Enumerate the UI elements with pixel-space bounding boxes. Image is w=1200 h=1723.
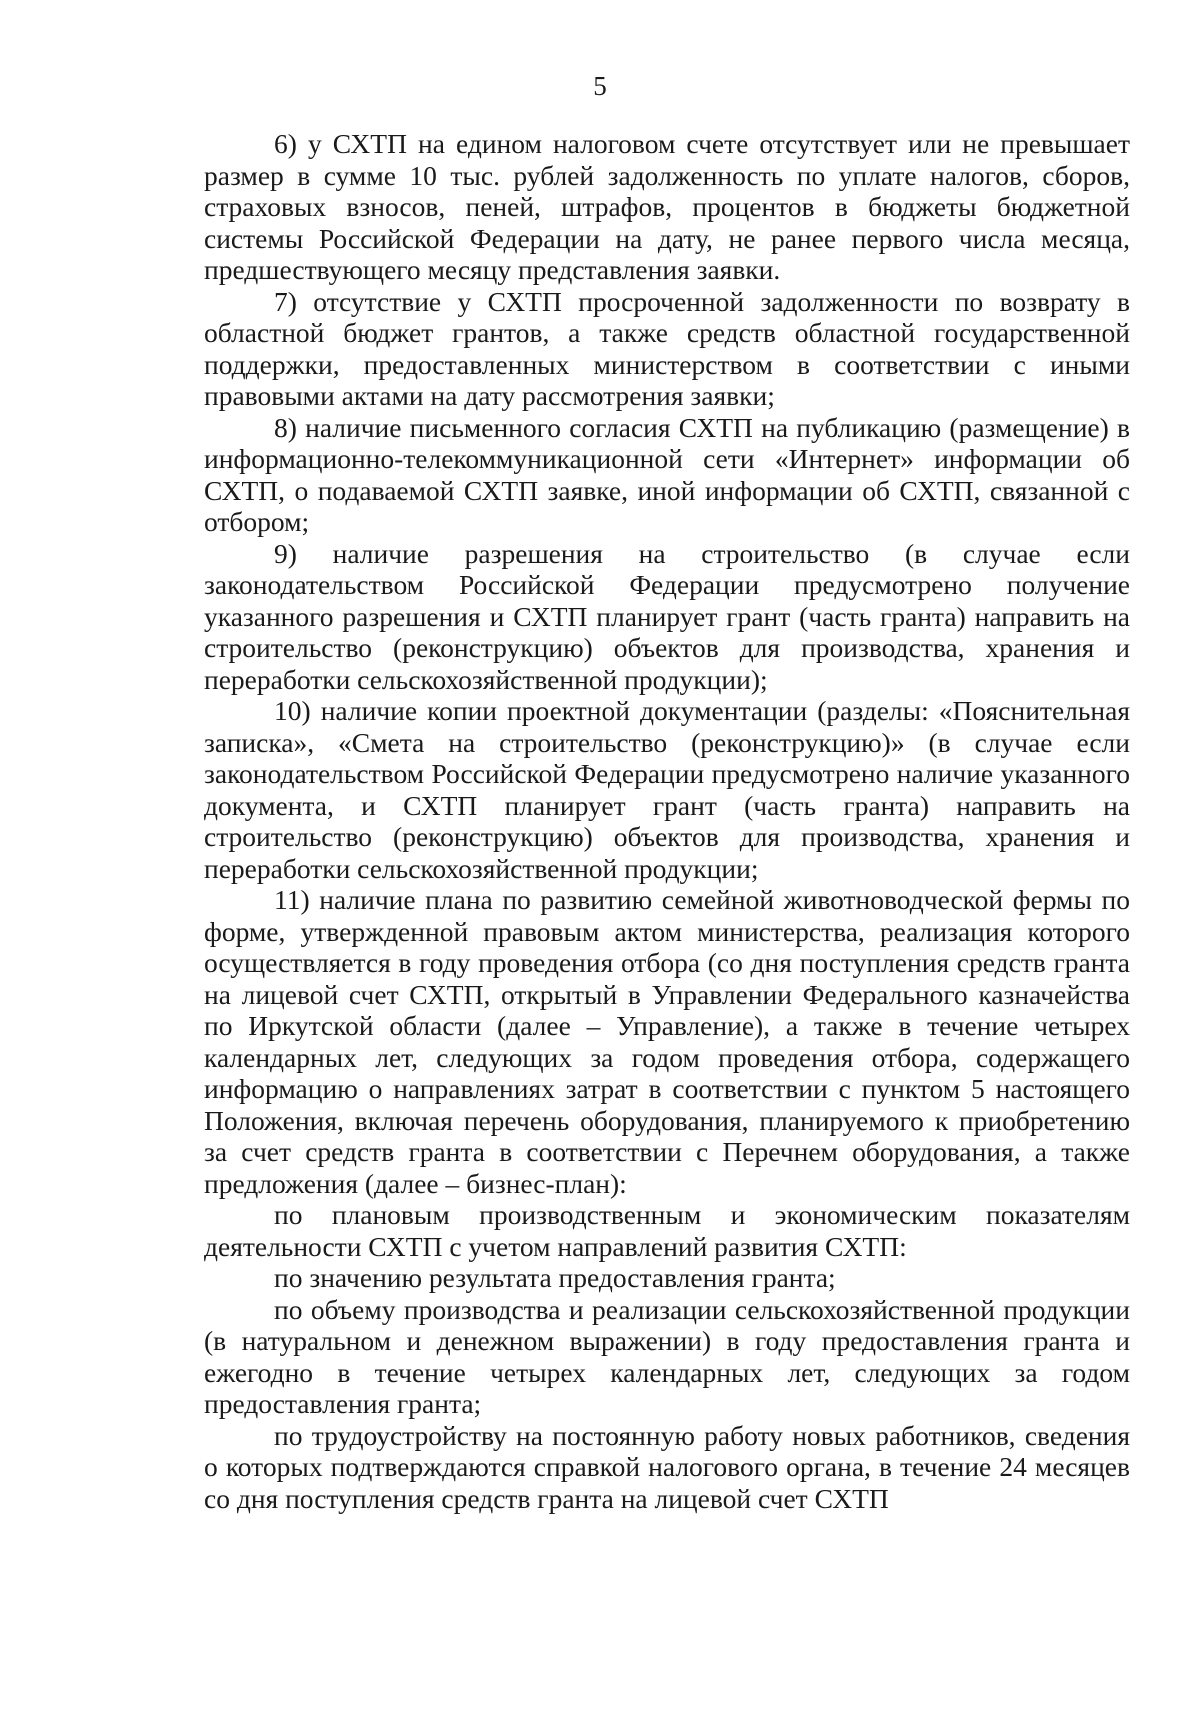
paragraph-item-6: 6) у СХТП на едином налоговом счете отсутствует или не превышает размер в сумме 10 тыс. рублей задолженность по уплате налогов, сборов, страховых взносов, пеней, штрафов, процентов в бюджеты бюджетной системы Российской Федерации на дату, не ранее первого числа месяца, предшествующего месяцу представления заявки.: [204, 128, 1130, 285]
document-body: [204, 128, 1130, 1514]
paragraph-item-7: 7) отсутствие у СХТП просроченной задолженности по возврату в областной бюджет грантов, а также средств областной государственной поддержки, предоставленных министерством в соответствии с иными правовыми актами на дату рассмотрения заявки;: [204, 285, 1130, 411]
page-number: 5: [593, 71, 607, 101]
paragraph-grant-result: по значению результата предоставления гранта;: [274, 1262, 836, 1293]
paragraph-business-plan-indicators: по плановым производственным и экономическим показателям деятельности СХТП с учетом направлений развития СХТП:: [204, 1199, 1130, 1262]
paragraph-production-volume: по объему производства и реализации сельскохозяйственной продукции (в натуральном и денежном выражении) в году предоставления гранта и ежегодно в течение четырех календарных лет, следующих за годом предоставления гранта;: [204, 1293, 1130, 1419]
paragraph-employment: по трудоустройству на постоянную работу новых работников, сведения о которых подтверждаются справкой налогового органа, в течение 24 месяцев со дня поступления средств гранта на лицевой счет СХТП: [204, 1419, 1130, 1514]
paragraph-item-8: 8) наличие письменного согласия СХТП на публикацию (размещение) в информационно-телекоммуникационной сети «Интернет» информации об СХТП, о подаваемой СХТП заявке, иной информации об СХТП, связанной с отбором;: [204, 411, 1130, 537]
paragraph-item-9: 9) наличие разрешения на строительство (в случае если законодательством Российской Федерации предусмотрено получение указанного разрешения и СХТП планирует грант (часть гранта) направить на строительство (реконструкцию) объектов для производства, хранения и переработки сельскохозяйственной продукции);: [204, 537, 1130, 695]
paragraph-item-11: 11) наличие плана по развитию семейной животноводческой фермы по форме, утвержденной правовым актом министерства, реализация которого осуществляется в году проведения отбора (со дня поступления средств гранта на лицевой счет СХТП, открытый в Управлении Федерального казначейства по Иркутской области (далее – Управление), а также в течение четырех календарных лет, следующих за годом проведения отбора, содержащего информацию о направлениях затрат в соответствии с пунктом 5 настоящего Положения, включая перечень оборудования, планируемого к приобретению за счет средств гранта в соответствии с Перечнем оборудования, а также предложения (далее – бизнес-план):: [204, 884, 1130, 1199]
paragraph-item-10: 10) наличие копии проектной документации (разделы: «Пояснительная записка», «Смета на строительство (реконструкцию)» (в случае если законодательством Российской Федерации предусмотрено наличие указанного документа, и СХТП планирует грант (часть гранта) направить на строительство (реконструкцию) объектов для производства, хранения и переработки сельскохозяйственной продукции;: [204, 695, 1130, 884]
